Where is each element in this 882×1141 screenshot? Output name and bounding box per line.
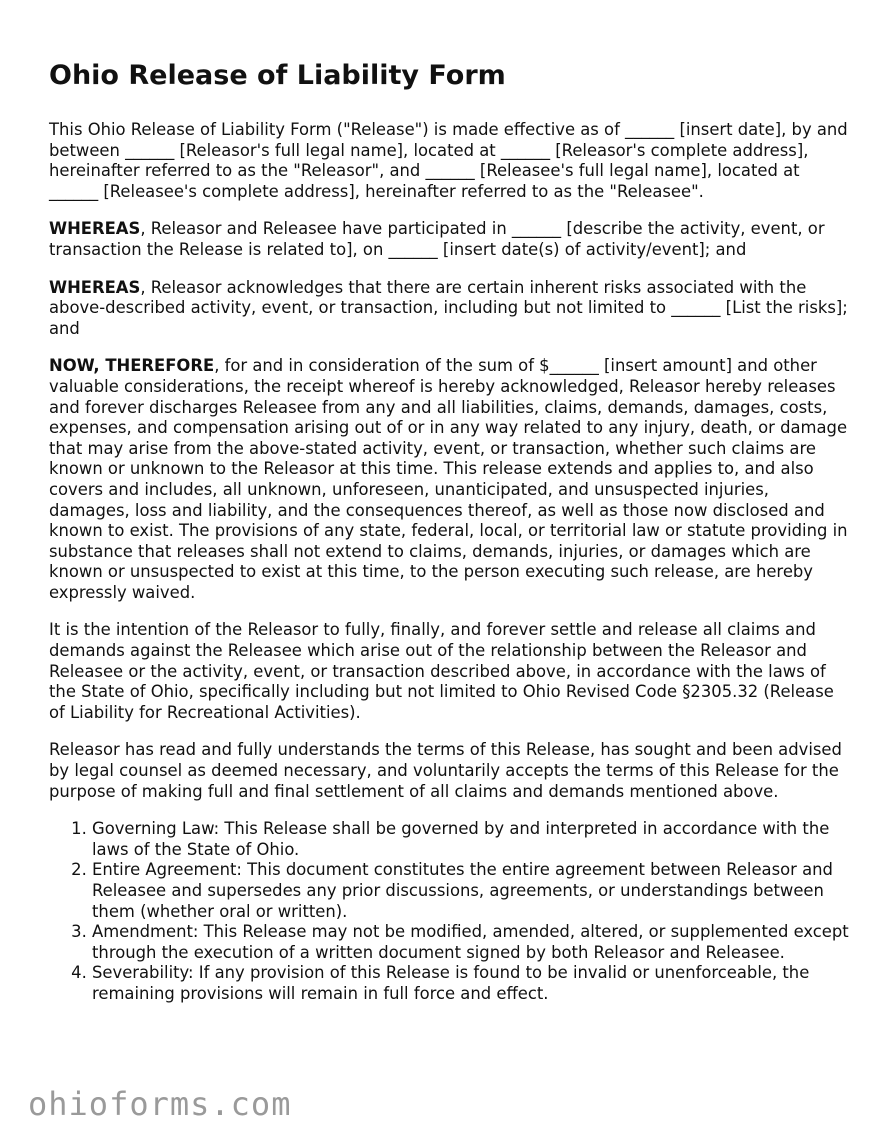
document-page: [49, 58, 849, 1005]
whereas-lead: WHEREAS: [49, 277, 141, 297]
whereas-risks-paragraph: WHEREAS, Releasor acknowledges that there are certain inherent risks associated with the above-described activity, event, or transaction, including but not limited to ______ [List the risks]; and: [49, 277, 848, 338]
clauses-list: [49, 819, 849, 1004]
clause-governing-law: 1. Governing Law: This Release shall be governed by and interpreted in accordance with the laws of the State of Ohio.: [92, 819, 849, 860]
site-watermark: ohioforms.com: [28, 1085, 292, 1123]
clause-severability: 4. Severability: If any provision of this Release is found to be invalid or unenforceable, the remaining provisions will remain in full force and effect.: [92, 963, 849, 1004]
whereas-participation-paragraph: WHEREAS, Releasor and Releasee have participated in ______ [describe the activity, event, or transaction the Release is related to], on ______ [insert date(s) of activity/event]; and: [49, 219, 825, 259]
page-title: Ohio Release of Liability Form: [49, 60, 506, 91]
intention-paragraph: It is the intention of the Releasor to fully, finally, and forever settle and release all claims and demands against the Releasee which arise out of the relationship between the Releasor and Releasee or the activity, event, or transaction described above, in accordance with the laws of the State of Ohio, specifically including but not limited to Ohio Revised Code §2305.32 (Release of Liability for Recreational Activities).: [49, 620, 834, 722]
clause-amendment: 3. Amendment: This Release may not be modified, amended, altered, or supplemented except through the execution of a written document signed by both Releasor and Releasee.: [92, 922, 849, 963]
acknowledgment-paragraph: Releasor has read and fully understands the terms of this Release, has sought and been advised by legal counsel as deemed necessary, and voluntarily accepts the terms of this Release for the purpose of making full and final settlement of all claims and demands mentioned above.: [49, 740, 842, 801]
clause-entire-agreement: 2. Entire Agreement: This document constitutes the entire agreement between Releasor and Releasee and supersedes any prior discussions, agreements, or understandings between them (whether oral or written).: [92, 860, 849, 922]
whereas-lead: WHEREAS: [49, 219, 141, 239]
now-therefore-lead: NOW, THEREFORE: [49, 356, 215, 376]
intro-paragraph: This Ohio Release of Liability Form ("Release") is made effective as of ______ [insert date], by and between ______ [Releasor's full legal name], located at ______ [Releasor's complete address], hereinafter referred to as the "Releasor", and ______ [Releasee's full legal name], located at ______ [Releasee's complete address], hereinafter referred to as the "Releasee".: [49, 120, 848, 201]
now-therefore-paragraph: NOW, THEREFORE, for and in consideration of the sum of $______ [insert amount] and other valuable considerations, the receipt whereof is hereby acknowledged, Releasor hereby releases and forever discharges Releasee from any and all liabilities, claims, demands, damages, costs, expenses, and compensation arising out of or in any way related to any injury, death, or damage that may arise from the above-stated activity, event, or transaction, whether such claims are known or unknown to the Releasor at this time. This release extends and applies to, and also covers and includes, all unknown, unforeseen, unanticipated, and unsuspected injuries, damages, loss and liability, and the consequences thereof, as well as those now disclosed and known to exist. The provisions of any state, federal, local, or territorial law or statute providing in substance that releases shall not extend to claims, demands, injuries, or damages which are known or unsuspected to exist at this time, to the person executing such release, are hereby expressly waived.: [49, 356, 848, 602]
